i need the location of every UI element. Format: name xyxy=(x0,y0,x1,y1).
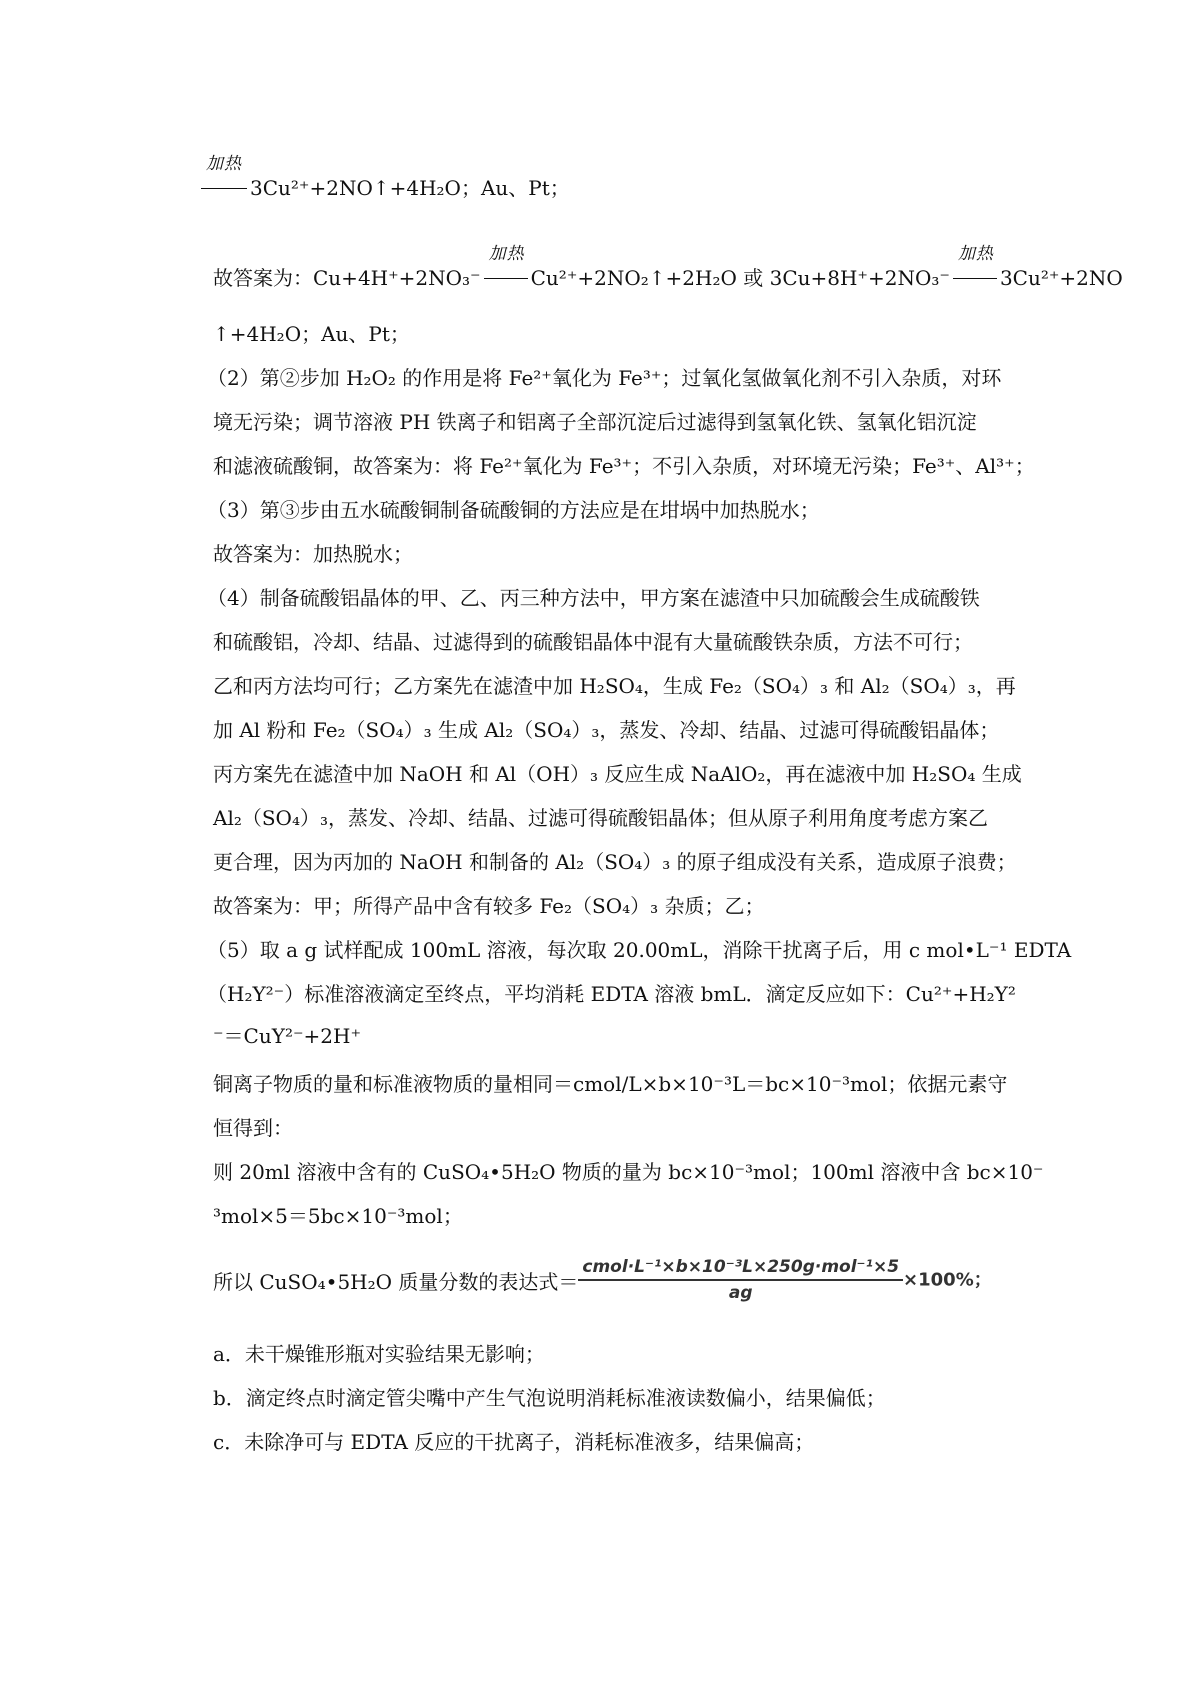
line-10-text: 和硫酸铝，冷却、结晶、过滤得到的硫酸铝晶体中混有大量硫酸铁杂质，方法不可行； xyxy=(213,630,973,654)
text-line-18 xyxy=(207,980,1027,1008)
text-line-22 xyxy=(213,1158,1044,1186)
text-line-4 xyxy=(207,364,1027,392)
text-line-19 xyxy=(213,1022,1033,1050)
formula-tail: ×100%； xyxy=(903,1269,992,1290)
line-14-text: Al₂（SO₄）₃，蒸发、冷却、结晶、过滤可得硫酸铝晶体；但从原子利用角度考虑方案乙 xyxy=(213,806,988,830)
text-line-17 xyxy=(207,936,1072,964)
line-17-text: （5）取 a g 试样配成 100mL 溶液，每次取 20.00mL，消除干扰离子后，用 c mol•L⁻¹ EDTA xyxy=(207,938,1072,962)
heating-arrow xyxy=(950,244,1000,292)
text-line-13 xyxy=(213,760,1033,788)
line-27-text: c．未除净可与 EDTA 反应的干扰离子，消耗标准液多，结果偏高； xyxy=(213,1430,815,1454)
text-line-23 xyxy=(213,1202,1033,1230)
line-1-text: 3Cu²⁺+2NO↑+4H₂O；Au、Pt； xyxy=(250,176,570,200)
line-4-text: （2）第②步加 H₂O₂ 的作用是将 Fe²⁺氧化为 Fe³⁺；过氧化氢做氧化剂不引入杂质，对环 xyxy=(207,366,1002,390)
line-16-text: 故答案为：甲；所得产品中含有较多 Fe₂（SO₄）₃ 杂质；乙； xyxy=(213,894,765,918)
line-7-text: （3）第③步由五水硫酸铜制备硫酸铜的方法应是在坩埚中加热脱水； xyxy=(207,498,820,522)
heating-arrow xyxy=(198,154,250,202)
formula-numerator: cmol·L⁻¹×b×10⁻³L×250g·mol⁻¹×5 xyxy=(578,1257,903,1281)
text-line-3 xyxy=(213,320,1033,348)
formula-fraction xyxy=(578,1257,903,1303)
line-2-part-c: 3Cu²⁺+2NO xyxy=(999,266,1123,290)
line-2-part-b: Cu²⁺+2NO₂↑+2H₂O 或 3Cu+8H⁺+2NO₃⁻ xyxy=(530,266,950,290)
text-line-7 xyxy=(207,496,1027,524)
line-13-text: 丙方案先在滤渣中加 NaOH 和 Al（OH）₃ 反应生成 NaAlO₂，再在滤液中加 H₂SO₄ 生成 xyxy=(213,762,1022,786)
line-25-text: a．未干燥锥形瓶对实验结果无影响； xyxy=(213,1342,545,1366)
text-line-21 xyxy=(213,1114,1033,1142)
text-line-16 xyxy=(213,892,1033,920)
text-line-5 xyxy=(213,408,1033,436)
line-20-text: 铜离子物质的量和标准液物质的量相同＝cmol/L×b×10⁻³L＝bc×10⁻³mol；依据元素守 xyxy=(213,1072,1008,1096)
heating-condition: 加热 xyxy=(488,244,525,264)
line-23-text: ³mol×5＝5bc×10⁻³mol； xyxy=(213,1204,463,1228)
heating-condition: 加热 xyxy=(957,244,994,264)
line-19-text: ⁻＝CuY²⁻+2H⁺ xyxy=(213,1024,361,1048)
line-24-text: 所以 CuSO₄•5H₂O 质量分数的表达式＝ xyxy=(213,1270,579,1294)
text-line-14 xyxy=(213,804,1033,832)
text-line-6 xyxy=(213,452,1033,480)
text-line-11 xyxy=(213,672,1033,700)
text-line-15 xyxy=(213,848,1033,876)
line-9-text: （4）制备硫酸铝晶体的甲、乙、丙三种方法中，甲方案在滤渣中只加硫酸会生成硫酸铁 xyxy=(207,586,980,610)
line-15-text: 更合理，因为丙加的 NaOH 和制备的 Al₂（SO₄）₃ 的原子组成没有关系，造成原子浪费； xyxy=(213,850,1017,874)
heating-condition: 加热 xyxy=(206,154,242,174)
text-line-27 xyxy=(213,1428,1033,1456)
text-line-26 xyxy=(213,1384,1033,1412)
line-8-text: 故答案为：加热脱水； xyxy=(213,542,413,566)
formula-denominator: ag xyxy=(728,1282,753,1303)
text-line-8 xyxy=(213,540,1033,568)
line-21-text: 恒得到： xyxy=(213,1116,293,1140)
text-line-formula xyxy=(213,1252,1033,1312)
line-2-part-a: 故答案为：Cu+4H⁺+2NO₃⁻ xyxy=(213,266,481,290)
heating-arrow xyxy=(481,244,531,292)
line-18-text: （H₂Y²⁻）标准溶液滴定至终点，平均消耗 EDTA 溶液 bmL．滴定反应如下：Cu²⁺+H₂Y² xyxy=(207,982,1016,1006)
text-line-10 xyxy=(213,628,1033,656)
line-12-text: 加 Al 粉和 Fe₂（SO₄）₃ 生成 Al₂（SO₄）₃，蒸发、冷却、结晶、过滤可得硫酸铝晶体； xyxy=(213,718,1000,742)
text-line-20 xyxy=(213,1070,1033,1098)
mass-fraction-formula xyxy=(578,1257,991,1303)
line-6-text: 和滤液硫酸铜，故答案为：将 Fe²⁺氧化为 Fe³⁺；不引入杂质，对环境无污染；Fe³⁺、Al³⁺； xyxy=(213,454,1035,478)
line-3-text: ↑+4H₂O；Au、Pt； xyxy=(213,322,410,346)
line-26-text: b．滴定终点时滴定管尖嘴中产生气泡说明消耗标准液读数偏小，结果偏低； xyxy=(213,1386,886,1410)
text-line-25 xyxy=(213,1340,1033,1368)
line-22-text: 则 20ml 溶液中含有的 CuSO₄•5H₂O 物质的量为 bc×10⁻³mol；100ml 溶液中含 bc×10⁻ xyxy=(213,1160,1044,1184)
line-5-text: 境无污染；调节溶液 PH 铁离子和铝离子全部沉淀后过滤得到氢氧化铁、氢氧化铝沉淀 xyxy=(213,410,977,434)
line-11-text: 乙和丙方法均可行；乙方案先在滤渣中加 H₂SO₄，生成 Fe₂（SO₄）₃ 和 Al₂（SO₄）₃，再 xyxy=(213,674,1016,698)
text-line-2 xyxy=(213,244,1123,292)
text-line-1 xyxy=(198,154,1018,202)
text-line-12 xyxy=(213,716,1033,744)
text-line-9 xyxy=(207,584,1027,612)
